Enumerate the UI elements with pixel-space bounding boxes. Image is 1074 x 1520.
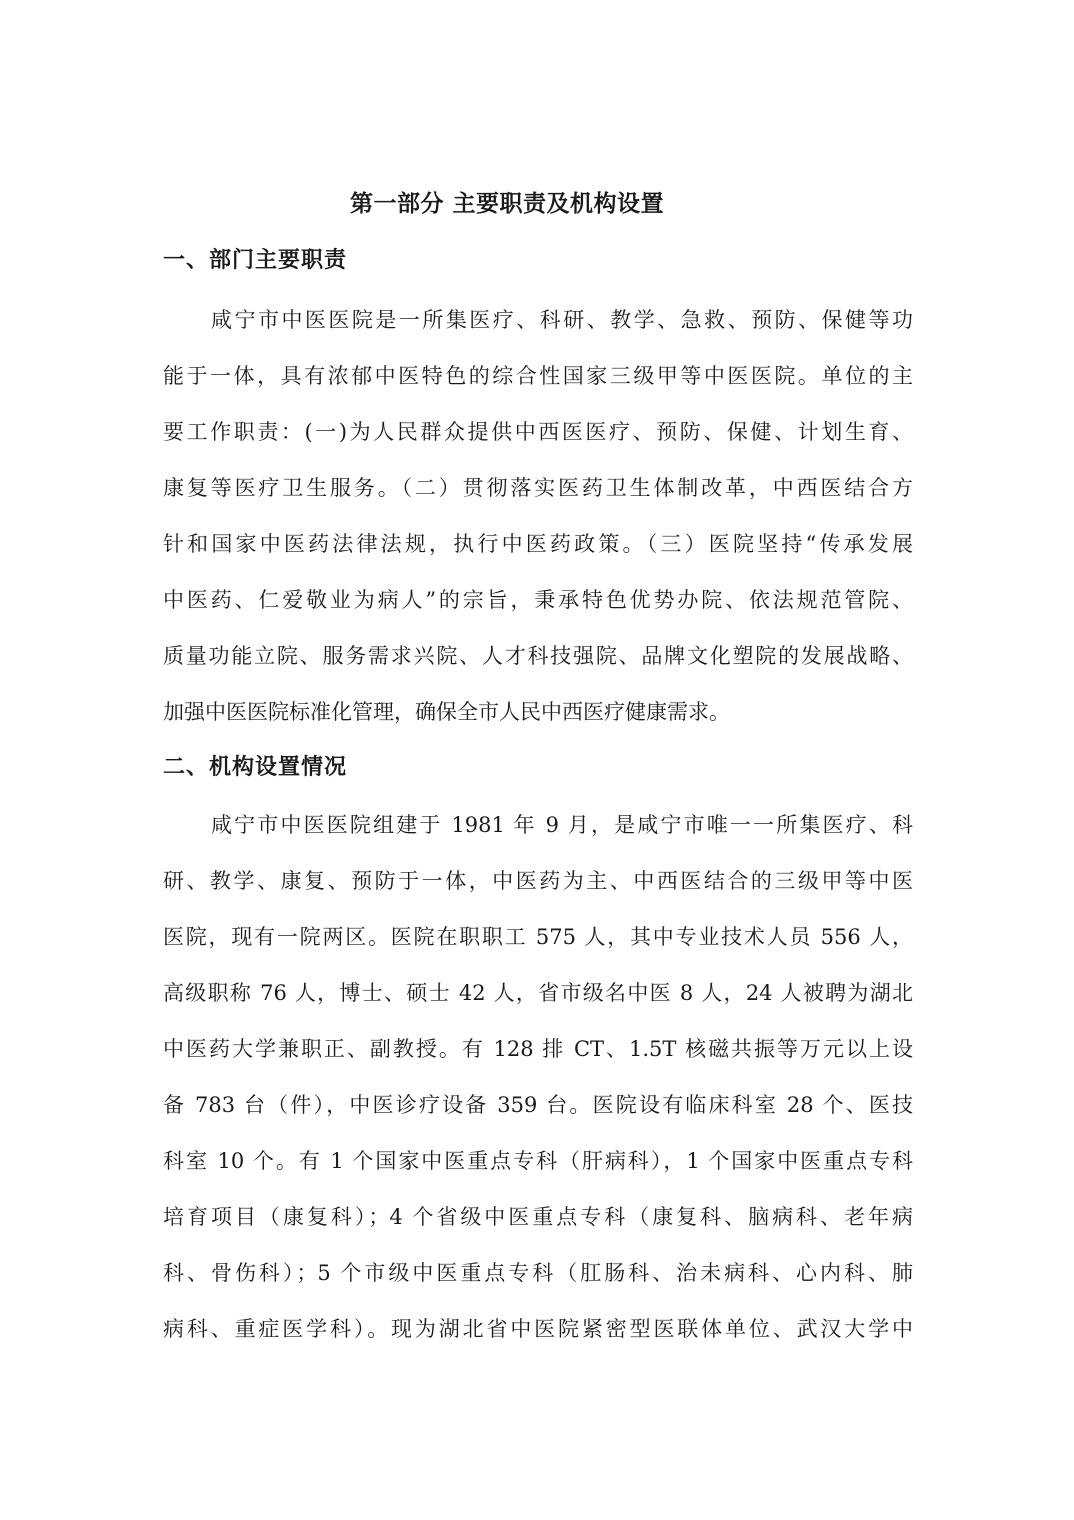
page-title: 第一部分 主要职责及机构设置 bbox=[349, 191, 664, 217]
paragraph-line: 咸宁市中医医院是一所集医疗、科研、教学、急救、预防、保健等功 bbox=[211, 308, 913, 332]
paragraph-line: 培育项目（康复科）；4 个省级中医重点专科（康复科、脑病科、老年病 bbox=[163, 1205, 913, 1229]
section-heading-organization: 二、机构设置情况 bbox=[163, 755, 348, 780]
paragraph-line: 科室 10 个。有 1 个国家中医重点专科（肝病科），1 个国家中医重点专科 bbox=[163, 1149, 913, 1173]
section-heading-responsibilities: 一、部门主要职责 bbox=[163, 248, 348, 273]
paragraph-line: 针和国家中医药法律法规，执行中医药政策。（三）医院坚持“传承发展 bbox=[163, 532, 913, 556]
paragraph-line: 加强中医医院标准化管理，确保全市人民中西医疗健康需求。 bbox=[163, 700, 730, 724]
paragraph-line: 能于一体，具有浓郁中医特色的综合性国家三级甲等中医医院。单位的主 bbox=[163, 364, 913, 388]
paragraph-line: 康复等医疗卫生服务。（二）贯彻落实医药卫生体制改革，中西医结合方 bbox=[163, 476, 913, 500]
paragraph-line: 病科、重症医学科）。现为湖北省中医院紧密型医联体单位、武汉大学中 bbox=[163, 1317, 913, 1341]
paragraph-line: 中医药大学兼职正、副教授。有 128 排 CT、1.5T 核磁共振等万元以上设 bbox=[163, 1037, 913, 1061]
paragraph-line: 中医药、仁爱敬业为病人”的宗旨，秉承特色优势办院、依法规范管院、 bbox=[163, 588, 913, 612]
paragraph-line: 咸宁市中医医院组建于 1981 年 9 月，是咸宁市唯一一所集医疗、科 bbox=[211, 813, 913, 837]
paragraph-line: 研、教学、康复、预防于一体，中医药为主、中西医结合的三级甲等中医 bbox=[163, 869, 913, 893]
paragraph-line: 科、骨伤科）；5 个市级中医重点专科（肛肠科、治未病科、心内科、肺 bbox=[163, 1261, 913, 1285]
paragraph-line: 医院，现有一院两区。医院在职职工 575 人，其中专业技术人员 556 人， bbox=[163, 925, 913, 949]
paragraph-line: 质量功能立院、服务需求兴院、人才科技强院、品牌文化塑院的发展战略、 bbox=[163, 644, 913, 668]
paragraph-line: 高级职称 76 人，博士、硕士 42 人，省市级名中医 8 人，24 人被聘为湖北 bbox=[163, 981, 913, 1005]
paragraph-line: 备 783 台（件），中医诊疗设备 359 台。医院设有临床科室 28 个、医技 bbox=[163, 1093, 913, 1117]
paragraph-line: 要工作职责：(一)为人民群众提供中西医医疗、预防、保健、计划生育、 bbox=[163, 420, 913, 444]
